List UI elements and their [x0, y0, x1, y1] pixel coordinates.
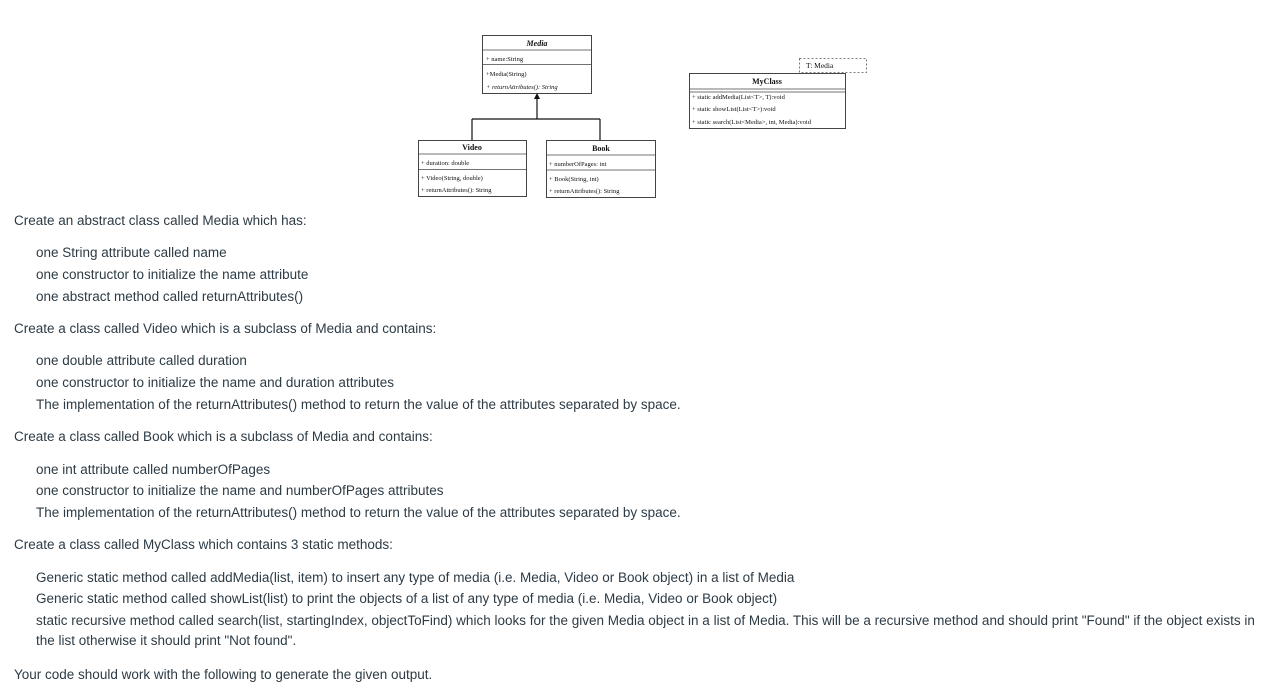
video-item-1: one double attribute called duration — [36, 353, 247, 368]
footer-text: Your code should work with the following to generate the given output. — [14, 667, 433, 682]
video-attr-duration: + duration: double — [421, 160, 470, 167]
media-constructor: +Media(String) — [486, 71, 527, 78]
inheritance-connector — [472, 93, 600, 140]
myclass-item-2: Generic static method called showList(list) to print the objects of a list of any type of media (i.e. Media, Video or Book object) — [36, 591, 778, 606]
video-constructor: + Video(String, double) — [421, 175, 483, 182]
media-class-box — [483, 36, 592, 94]
video-intro: Create a class called Video which is a subclass of Media and contains: — [14, 321, 437, 336]
video-return-attributes: + returnAttributes(): String — [421, 187, 492, 194]
book-class-box — [547, 141, 656, 198]
media-item-2: one constructor to initialize the name attribute — [36, 267, 309, 282]
media-class-title: Media — [526, 39, 548, 48]
video-item-2: one constructor to initialize the name and duration attributes — [36, 375, 394, 390]
video-class-title: Video — [462, 143, 482, 152]
myclass-intro: Create a class called MyClass which contains 3 static methods: — [14, 537, 393, 552]
book-constructor: + Book(String, int) — [549, 176, 599, 183]
myclass-item-1: Generic static method called addMedia(list, item) to insert any type of media (i.e. Media, Video or Book object) in a list of Media — [36, 570, 795, 585]
type-parameter-label: T: Media — [806, 61, 834, 70]
book-return-attributes: + returnAttributes(): String — [549, 188, 620, 195]
myclass-box — [690, 74, 846, 129]
myclass-item-3: static recursive method called search(list, startingIndex, objectToFind) which looks for the given Media object in a list of Media. This will be a recursive method and should print "Found" if the object exists in the list otherwise it should print "Not found". — [36, 613, 1255, 648]
book-item-1: one int attribute called numberOfPages — [36, 462, 271, 477]
video-class-box — [419, 141, 527, 197]
uml-class-diagram — [0, 0, 1276, 210]
video-item-3: The implementation of the returnAttributes() method to return the value of the attributes separated by space. — [36, 397, 681, 412]
type-parameter-box — [800, 59, 867, 73]
media-attr-name: + name:String — [486, 56, 524, 63]
book-attr-numberofpages: + numberOfPages: int — [549, 161, 607, 168]
media-item-1: one String attribute called name — [36, 245, 227, 260]
book-item-3: The implementation of the returnAttributes() method to return the value of the attributes separated by space. — [36, 505, 681, 520]
myclass-showlist: + static showList(List<T>):void — [692, 106, 776, 113]
media-item-3: one abstract method called returnAttributes() — [36, 289, 304, 304]
book-class-title: Book — [592, 144, 610, 153]
media-return-attributes: + returnAttributes(): String — [486, 84, 558, 91]
book-intro: Create a class called Book which is a subclass of Media and contains: — [14, 429, 433, 444]
myclass-title: MyClass — [752, 77, 782, 86]
book-item-2: one constructor to initialize the name and numberOfPages attributes — [36, 483, 444, 498]
myclass-search: + static search(List<Media>, int, Media):void — [692, 119, 811, 126]
myclass-addmedia: + static addMedia(List<T>, T):void — [692, 94, 785, 101]
media-intro: Create an abstract class called Media which has: — [14, 213, 307, 228]
